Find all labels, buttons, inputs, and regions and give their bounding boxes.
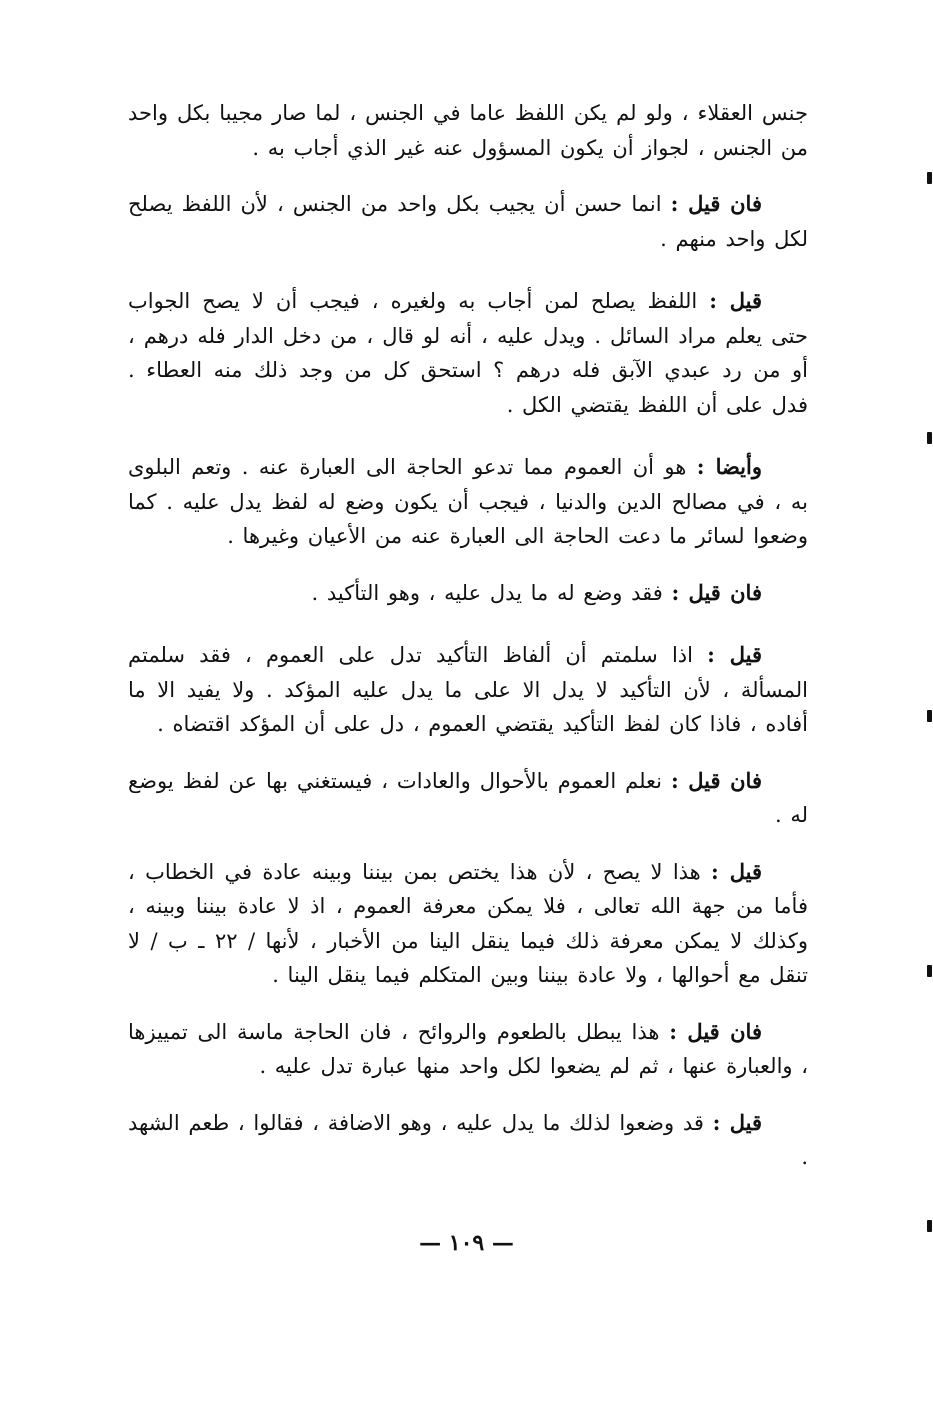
paragraph-6 bbox=[128, 638, 808, 742]
scan-edge-mark bbox=[927, 172, 932, 184]
paragraph-8 bbox=[128, 855, 808, 993]
paragraph-text: اذا سلمتم أن ألفاظ التأكيد تدل على العموم ، فقد سلمتم المسألة ، لأن التأكيد لا يدل الا على ما يدل عليه المؤكد . ولا يفيد الا ما أفاده ، فاذا كان لفظ التأكيد يقتضي العموم ، دل على أن المؤكد اقتضاه . bbox=[128, 643, 808, 736]
paragraph-text: هذا يبطل بالطعوم والروائح ، فان الحاجة ماسة الى تمييزها ، والعبارة عنها ، ثم لم يضعوا لكل واحد منها عبارة تدل عليه . bbox=[128, 1019, 808, 1078]
paragraph-lead: قيل : bbox=[707, 642, 762, 667]
paragraph-2 bbox=[128, 187, 808, 256]
paragraph-text: هذا لا يصح ، لأن هذا يختص بمن بيننا وبينه عادة في الخطاب ، فأما من جهة الله تعالى ، فلا يمكن معرفة العموم ، اذ لا عادة بيننا وبينه ، وكذلك لا يمكن معرفة ذلك فيما ينقل الينا من الأخبار ، لأنها / ٢٢ ـ ب / لا تنقل مع أحوالها ، ولا عادة بيننا وبين المتكلم فيما ينقل الينا . bbox=[128, 859, 808, 987]
paragraph-4 bbox=[128, 450, 808, 554]
paragraph-lead: فان قيل : bbox=[669, 1018, 762, 1044]
paragraph-text: فقد وضع له ما يدل عليه ، وهو التأكيد . bbox=[311, 580, 672, 605]
paragraph-text: قد وضعوا لذلك ما يدل عليه ، وهو الاضافة ، فقالوا ، طعم الشهد . bbox=[128, 1110, 808, 1169]
paragraph-7 bbox=[128, 764, 808, 833]
paragraph-lead: فان قيل : bbox=[671, 579, 762, 605]
paragraph-lead: قيل : bbox=[712, 1109, 762, 1135]
page-number: — ١٠٩ — bbox=[419, 1230, 514, 1256]
paragraph-text: انما حسن أن يجيب بكل واحد من الجنس ، لأن اللفظ يصلح لكل واحد منهم . bbox=[128, 192, 808, 251]
scan-edge-mark bbox=[927, 1220, 932, 1232]
paragraph-lead: قيل : bbox=[709, 288, 762, 313]
paragraph-text: نعلم العموم بالأحوال والعادات ، فيستغني بها عن لفظ يوضع له . bbox=[128, 768, 808, 827]
scan-edge-mark bbox=[927, 432, 932, 444]
paragraph-9 bbox=[128, 1015, 808, 1084]
paragraph-3 bbox=[128, 284, 808, 422]
paragraph-1 bbox=[128, 96, 808, 165]
paragraph-lead: وأيضا : bbox=[696, 454, 763, 479]
paragraph-10 bbox=[128, 1106, 808, 1175]
page-body bbox=[128, 96, 808, 1175]
paragraph-lead: فان قيل : bbox=[670, 191, 762, 216]
paragraph-text: هو أن العموم مما تدعو الحاجة الى العبارة عنه . وتعم البلوى به ، في مصالح الدين والدنيا ، فيجب أن يكون وضع له لفظ يدل عليه . كما وضعوا لسائر ما دعت الحاجة الى العبارة عنه من الأعيان وغيرها . bbox=[128, 455, 808, 548]
paragraph-text: جنس العقلاء ، ولو لم يكن اللفظ عاما في الجنس ، لما صار مجيبا بكل واحد من الجنس ، لجواز أن يكون المسؤول عنه غير الذي أجاب به . bbox=[128, 101, 808, 160]
scan-edge-mark bbox=[927, 710, 932, 722]
paragraph-lead: فان قيل : bbox=[670, 767, 762, 793]
paragraph-lead: قيل : bbox=[711, 858, 763, 884]
paragraph-text: اللفظ يصلح لمن أجاب به ولغيره ، فيجب أن لا يصح الجواب حتى يعلم مراد السائل . ويدل عليه ، أنه لو قال ، من دخل الدار فله درهم ، أو من رد عبدي الآبق فله درهم ؟ استحق كل من وجد ذلك منه العطاء . فدل على أن اللفظ يقتضي الكل . bbox=[128, 289, 808, 417]
scan-edge-mark bbox=[927, 965, 932, 977]
paragraph-5 bbox=[128, 576, 808, 611]
